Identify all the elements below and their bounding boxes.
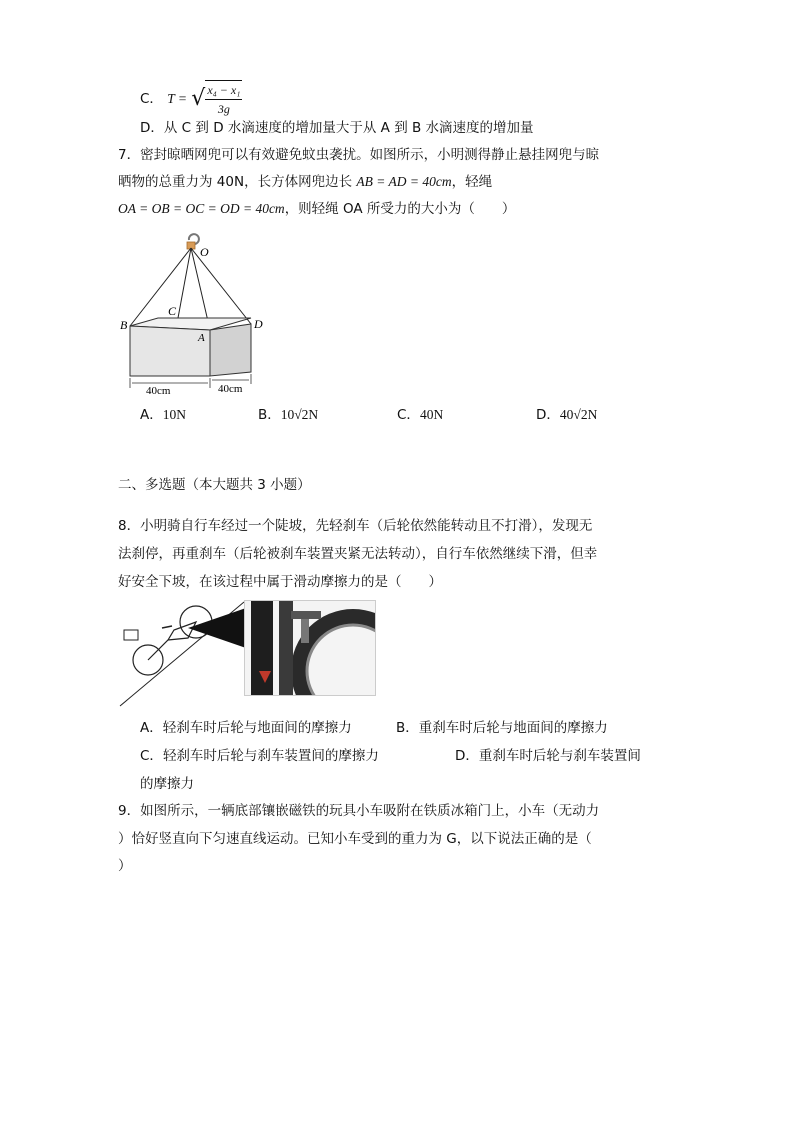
q7-stem-line3 (118, 200, 515, 218)
label-c: C (168, 304, 177, 318)
q8-option-b (396, 719, 608, 737)
brake-pad (301, 619, 309, 643)
q9-stem-line3: ） (118, 858, 132, 874)
label-b: B (120, 318, 128, 332)
q6-option-c-numerator: x₄ − x₁ (205, 81, 242, 100)
q8-stem-line1: 8．小明骑自行车经过一个陡坡，先轻刹车（后轮依然能转动且不打滑），发现无 (118, 518, 593, 534)
q8-option-a (140, 719, 352, 737)
q7-option-c (397, 406, 443, 424)
bike-frame (148, 622, 196, 660)
option-label: A． (140, 407, 163, 423)
option-text: 重刹车时后轮与刹车装置间 (478, 748, 641, 764)
fork-right (279, 601, 293, 695)
q8-option-d (455, 747, 641, 765)
q8-bicycle-slope-figure (118, 600, 248, 710)
q9-stem-line1: 9．如图所示，一辆底部镶嵌磁铁的玩具小车吸附在铁质冰箱门上，小车（无动力 (118, 803, 600, 819)
q8-option-d-continued: 的摩擦力 (140, 776, 194, 792)
q8-option-c (140, 747, 379, 765)
option-text: 重刹车时后轮与地面间的摩擦力 (418, 720, 608, 736)
q6-option-c-fraction (205, 80, 242, 118)
q6-option-c-label: C． (140, 91, 163, 107)
q9-stem-line2: ）恰好竖直向下匀速直线运动。已知小车受到的重力为 G，以下说法正确的是（ (118, 831, 592, 847)
option-label: C． (397, 407, 420, 423)
option-value: 40√2N (559, 407, 598, 422)
label-dim-2: 40cm (218, 383, 243, 395)
q7-stem-line1: 7．密封晾晒网兜可以有效避免蚊虫袭扰。如图所示，小明测得静止悬挂网兜与晾 (118, 147, 600, 163)
option-text: 轻刹车时后轮与刹车装置间的摩擦力 (162, 748, 379, 764)
option-label: D． (536, 407, 560, 423)
q7-option-a (140, 406, 186, 424)
q6-option-c-lhs: T = (167, 91, 187, 106)
sqrt-sign: √ (191, 86, 206, 111)
option-value: 10√2N (280, 407, 319, 422)
option-label: C． (140, 748, 163, 764)
q8-stem-line2: 法刹停，再重刹车（后轮被刹车装置夹紧无法转动），自行车依然继续下滑，但幸 (118, 546, 598, 562)
hook-knot (187, 242, 195, 249)
option-value: 10N (162, 407, 186, 422)
bike-seat (162, 626, 172, 628)
label-o: O (200, 245, 209, 259)
label-a: A (198, 332, 205, 344)
q7-stem-text: 晒物的总重力为 40N，长方体网兜边长 (118, 174, 357, 190)
q7-option-d (536, 406, 597, 424)
q6-option-c-denominator: 3g (217, 102, 230, 116)
brake-photo-drawing (245, 601, 375, 695)
q7-option-b (258, 406, 318, 424)
q8-stem-line3: 好安全下坡，在该过程中属于滑动摩擦力的是（ ） (118, 574, 442, 590)
fork-left (251, 601, 273, 695)
q7-stem-text: ，则轻绳 OA 所受力的大小为（ ） (284, 201, 516, 217)
q7-stem-text: ，轻绳 (451, 174, 493, 190)
section-heading: 二、多选题（本大题共 3 小题） (118, 477, 311, 493)
rope-ob (130, 248, 191, 326)
option-label: A． (140, 720, 163, 736)
option-label: B． (396, 720, 419, 736)
q7-rope-formula: OA = OB = OC = OD = 40cm (118, 201, 285, 216)
bike-basket (124, 630, 138, 640)
option-text: 轻刹车时后轮与地面间的摩擦力 (162, 720, 352, 736)
label-d: D (254, 317, 263, 331)
q6-option-c (140, 80, 242, 118)
q6-option-d: D．从 C 到 D 水滴速度的增加量大于从 A 到 B 水滴速度的增加量 (140, 120, 534, 136)
brake-photo (244, 600, 376, 696)
q7-ab-ad-formula: AB = AD = 40cm (356, 174, 452, 189)
option-label: B． (258, 407, 281, 423)
q7-stem-line2 (118, 173, 492, 191)
q7-net-bag-figure (118, 226, 278, 396)
box-right-face (210, 324, 251, 376)
option-value: 40N (419, 407, 444, 422)
label-dim-1: 40cm (146, 385, 171, 396)
brake-caliper (291, 611, 321, 619)
option-label: D． (455, 748, 479, 764)
rope-oc (178, 248, 191, 318)
